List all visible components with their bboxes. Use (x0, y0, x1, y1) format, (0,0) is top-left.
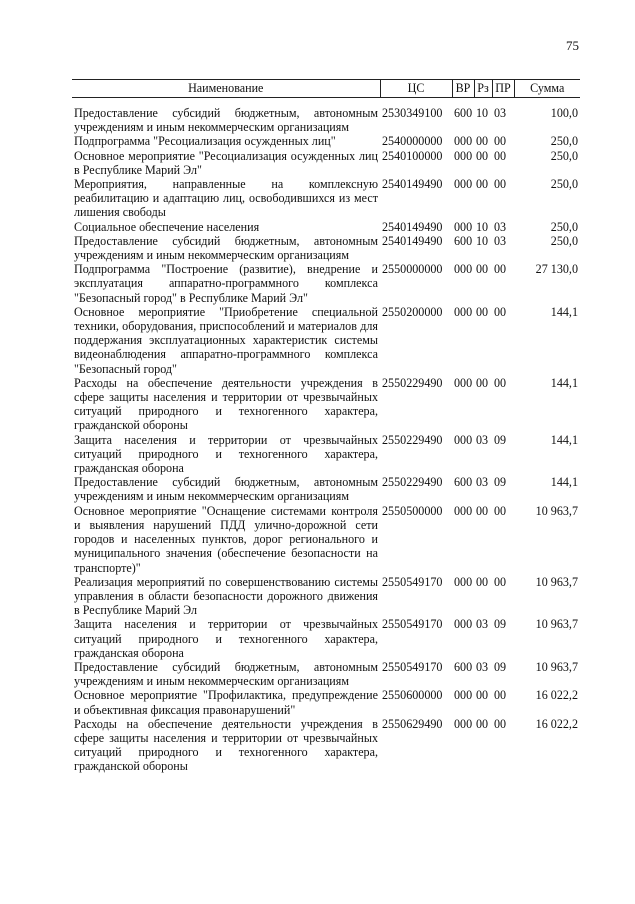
row-pr-code: 00 (494, 177, 507, 192)
row-cs-code: 2530349100 (382, 106, 443, 120)
row-rz-code: 00 (476, 716, 489, 731)
table-row (72, 177, 580, 220)
row-rz-code: 10 (476, 219, 489, 234)
row-pr-code: 09 (494, 432, 507, 447)
row-name: Защита населения и территории от чрезвычайных ситуаций природного и техногенного характера, гражданская оборона (74, 432, 378, 476)
table-row (72, 234, 580, 262)
row-name: Предоставление субсидий бюджетным, автономным учреждениям и иным некоммерческим организациям (74, 659, 378, 689)
row-vr-code: 000 (454, 617, 473, 632)
row-cs-code: 2540149490 (382, 233, 443, 248)
row-sum: 10 963,7 (535, 574, 578, 589)
row-pr-code: 00 (494, 716, 507, 731)
row-name: Подпрограмма "Построение (развитие), внедрение и эксплуатация аппаратно-программного комплекса "Безопасный город" в Республике Марий Эл" (74, 262, 378, 305)
row-vr-code: 000 (454, 304, 473, 319)
row-rz-code: 00 (476, 503, 489, 518)
row-pr-code: 03 (494, 106, 507, 120)
row-name: Защита населения и территории от чрезвычайных ситуаций природного и техногенного характера, гражданская оборона (74, 617, 378, 660)
row-pr-code: 00 (494, 304, 507, 319)
row-cs-code: 2550549170 (382, 574, 443, 589)
row-vr-code: 000 (454, 375, 473, 390)
row-rz-code: 00 (476, 574, 489, 589)
table-row (72, 305, 580, 376)
row-name: Мероприятия, направленные на комплексную реабилитацию и адаптацию лиц, освободившихся из мест лишения свободы (74, 177, 378, 220)
row-cs-code: 2550229490 (382, 475, 443, 490)
table-row (72, 617, 580, 660)
row-cs-code: 2550549170 (382, 617, 443, 632)
row-name: Расходы на обеспечение деятельности учреждения в сфере защиты населения и территории от чрезвычайных ситуаций природного и техногенного характера, гражданской обороны (74, 716, 378, 774)
row-name: Предоставление субсидий бюджетным, автономным учреждениям и иным некоммерческим организациям (74, 475, 378, 504)
header-sum: Сумма (514, 80, 580, 98)
row-cs-code: 2550549170 (382, 659, 443, 674)
table-body (72, 98, 580, 774)
row-pr-code: 00 (494, 688, 507, 703)
row-sum: 250,0 (550, 134, 578, 149)
row-sum: 16 022,2 (535, 688, 578, 703)
row-rz-code: 00 (476, 304, 489, 319)
row-cs-code: 2550200000 (382, 304, 443, 319)
row-sum: 144,1 (550, 375, 578, 390)
row-rz-code: 03 (476, 659, 489, 674)
row-rz-code: 03 (476, 475, 489, 490)
row-rz-code: 00 (476, 134, 489, 149)
row-sum: 144,1 (550, 475, 578, 490)
row-sum: 250,0 (550, 233, 578, 248)
row-rz-code: 00 (476, 375, 489, 390)
row-sum: 100,0 (550, 106, 578, 120)
row-sum: 16 022,2 (535, 716, 578, 731)
table-row (72, 475, 580, 503)
row-name: Основное мероприятие "Приобретение специальной техники, оборудования, приспособлений и материалов для поддержания эксплуатационных характеристик системы видеонаблюдения аппаратно-программного комплекса "Безопасный город" (74, 304, 378, 376)
row-name: Расходы на обеспечение деятельности учреждения в сфере защиты населения и территории от чрезвычайных ситуаций природного и техногенного характера, гражданской обороны (74, 375, 378, 433)
row-vr-code: 600 (454, 106, 473, 120)
row-rz-code: 10 (476, 233, 489, 248)
table-row (72, 149, 580, 177)
row-sum: 144,1 (550, 432, 578, 447)
table-header (72, 80, 580, 98)
row-pr-code: 00 (494, 574, 507, 589)
header-vr: ВР (452, 80, 474, 98)
row-pr-code: 00 (494, 503, 507, 518)
row-sum: 144,1 (550, 304, 578, 319)
row-sum: 10 963,7 (535, 503, 578, 518)
row-sum: 27 130,0 (535, 262, 578, 277)
row-sum: 250,0 (550, 177, 578, 192)
row-sum: 250,0 (550, 219, 578, 234)
table-row (72, 660, 580, 688)
row-name: Основное мероприятие "Оснащение системами контроля и выявления нарушений ПДД улично-дорожной сети городов и населенных пунктов, дорог регионального и муниципального значения (обеспечение безопасности на транспорте)" (74, 503, 378, 575)
row-vr-code: 000 (454, 574, 473, 589)
row-cs-code: 2550600000 (382, 688, 443, 703)
table-row (72, 134, 580, 148)
row-cs-code: 2550000000 (382, 262, 443, 277)
row-vr-code: 600 (454, 659, 473, 674)
row-cs-code: 2550229490 (382, 432, 443, 447)
table-row (72, 262, 580, 305)
row-cs-code: 2540100000 (382, 148, 443, 163)
row-cs-code: 2550229490 (382, 375, 443, 390)
header-name: Наименование (72, 80, 380, 98)
table-row (72, 575, 580, 618)
table-row (72, 220, 580, 234)
row-cs-code: 2540149490 (382, 219, 443, 234)
row-name: Реализация мероприятий по совершенствованию системы управления в области безопасности дорожного движения в Республике Марий Эл (74, 574, 378, 618)
row-pr-code: 00 (494, 262, 507, 277)
row-rz-code: 00 (476, 177, 489, 192)
row-name: Предоставление субсидий бюджетным, автономным учреждениям и иным некоммерческим организациям (74, 106, 378, 135)
table-row (72, 106, 580, 134)
row-vr-code: 000 (454, 688, 473, 703)
page-number: 75 (566, 38, 579, 53)
row-pr-code: 09 (494, 475, 507, 490)
table-row (72, 504, 580, 575)
row-pr-code: 09 (494, 617, 507, 632)
table-row (72, 433, 580, 476)
row-name: Основное мероприятие "Профилактика, предупреждение и объективная фиксация правонарушений" (74, 688, 378, 717)
row-vr-code: 000 (454, 503, 473, 518)
table-row (72, 376, 580, 433)
row-pr-code: 00 (494, 375, 507, 390)
header-rz: Рз (474, 80, 492, 98)
row-sum: 250,0 (550, 148, 578, 163)
row-cs-code: 2540000000 (382, 134, 443, 149)
header-pr: ПР (492, 80, 514, 98)
row-pr-code: 09 (494, 659, 507, 674)
row-pr-code: 00 (494, 148, 507, 163)
header-cs: ЦС (380, 80, 452, 98)
row-name: Подпрограмма "Ресоциализация осужденных лиц" (74, 134, 336, 149)
row-vr-code: 600 (454, 475, 473, 490)
row-rz-code: 03 (476, 617, 489, 632)
row-vr-code: 000 (454, 432, 473, 447)
row-vr-code: 000 (454, 134, 473, 149)
row-vr-code: 600 (454, 233, 473, 248)
row-rz-code: 00 (476, 148, 489, 163)
row-rz-code: 00 (476, 688, 489, 703)
row-pr-code: 00 (494, 134, 507, 149)
table-row (72, 688, 580, 716)
row-cs-code: 2550629490 (382, 716, 443, 731)
row-rz-code: 10 (476, 106, 489, 120)
row-pr-code: 03 (494, 233, 507, 248)
row-vr-code: 000 (454, 262, 473, 277)
table-row (72, 717, 580, 774)
row-vr-code: 000 (454, 148, 473, 163)
row-sum: 10 963,7 (535, 659, 578, 674)
row-rz-code: 03 (476, 432, 489, 447)
row-vr-code: 000 (454, 219, 473, 234)
row-name: Социальное обеспечение населения (74, 219, 260, 234)
row-name: Основное мероприятие "Ресоциализация осужденных лиц в Республике Марий Эл" (74, 148, 378, 177)
budget-table (72, 79, 580, 774)
row-pr-code: 03 (494, 219, 507, 234)
row-vr-code: 000 (454, 177, 473, 192)
row-sum: 10 963,7 (535, 617, 578, 632)
row-name: Предоставление субсидий бюджетным, автономным учреждениям и иным некоммерческим организациям (74, 233, 378, 263)
row-cs-code: 2550500000 (382, 503, 443, 518)
row-rz-code: 00 (476, 262, 489, 277)
row-cs-code: 2540149490 (382, 177, 443, 192)
row-vr-code: 000 (454, 716, 473, 731)
